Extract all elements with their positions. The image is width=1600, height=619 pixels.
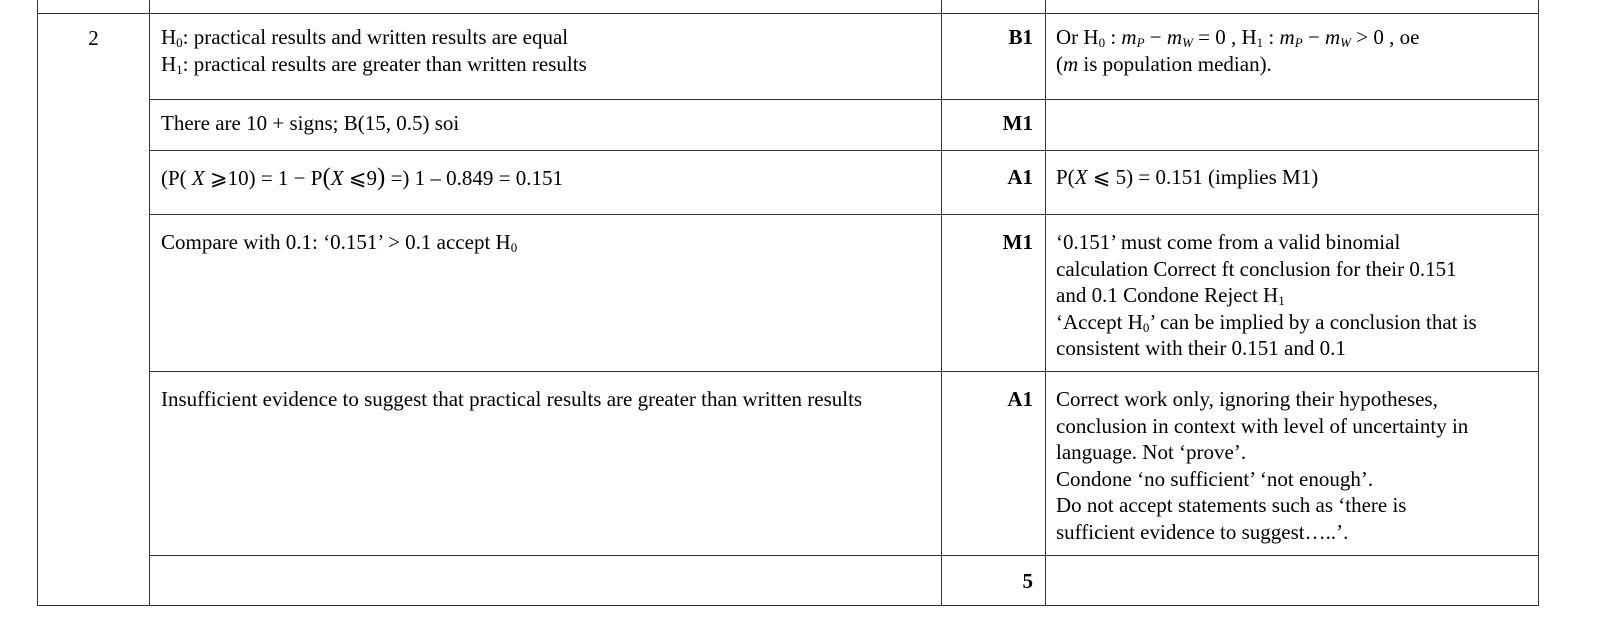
mark-cell: A1 bbox=[942, 372, 1046, 556]
answer-cell: Insufficient evidence to suggest that practical results are greater than written results bbox=[150, 372, 942, 556]
null-hypothesis: $H_0$: practical results and written results are equal bbox=[161, 25, 569, 50]
guidance-line: (m is population median). bbox=[1056, 51, 1272, 76]
table-row bbox=[38, 151, 1539, 215]
mark-cell: M1 bbox=[942, 100, 1046, 151]
guidance-line: ‘Accept $H_0$’ can be implied by a conclusion that is bbox=[1056, 309, 1477, 335]
mark-cell: M1 bbox=[942, 215, 1046, 372]
guidance-line: Do not accept statements such as ‘there is bbox=[1056, 493, 1407, 517]
question-number: 2 bbox=[88, 26, 99, 50]
table-row bbox=[38, 14, 1539, 100]
guidance-line: conclusion in context with level of uncertainty in bbox=[1056, 413, 1469, 438]
guidance-cell: P(X ⩽ 5) = 0.151 (implies M1) bbox=[1046, 151, 1539, 215]
table-row bbox=[38, 100, 1539, 151]
answer-cell bbox=[150, 556, 942, 606]
table-header-row-remnant bbox=[38, 0, 1539, 14]
guidance-line: Or $H_0$ : $m_P - m_W = 0$ , $H_1$ : $m_P - m_W > 0$ , oe bbox=[1056, 25, 1420, 50]
guidance-line: Correct work only, ignoring their hypotheses, bbox=[1056, 387, 1438, 411]
mark-cell: B1 bbox=[942, 14, 1046, 100]
guidance-cell bbox=[1046, 215, 1539, 372]
question-number-cell bbox=[38, 14, 150, 606]
guidance-line: language. Not ‘prove’. bbox=[1056, 440, 1247, 464]
guidance-line: and 0.1 Condone Reject $H_1$ bbox=[1056, 283, 1285, 308]
answer-cell bbox=[150, 14, 942, 100]
alternative-hypothesis: $H_1$: practical results are greater than written results bbox=[161, 51, 587, 77]
answer-cell: There are 10 + signs; B(15, 0.5) soi bbox=[150, 100, 942, 151]
guidance-cell bbox=[1046, 14, 1539, 100]
answer-cell: Compare with 0.1: ‘0.151’ > 0.1 accept $H_0$ bbox=[150, 215, 942, 372]
mark-cell: A1 bbox=[942, 151, 1046, 215]
total-row bbox=[38, 556, 1539, 606]
guidance-cell bbox=[1046, 372, 1539, 556]
guidance-line: consistent with their 0.151 and 0.1 bbox=[1056, 336, 1346, 360]
guidance-cell bbox=[1046, 556, 1539, 606]
guidance-cell bbox=[1046, 100, 1539, 151]
guidance-line: calculation Correct ft conclusion for their 0.151 bbox=[1056, 256, 1457, 281]
mark-scheme-table bbox=[37, 0, 1539, 606]
table-row bbox=[38, 372, 1539, 556]
answer-cell: (P( X ⩾10) = 1 − P(X ⩽9) =) 1 – 0.849 = 0.151 bbox=[150, 151, 942, 215]
guidance-line: ‘0.151’ must come from a valid binomial bbox=[1056, 230, 1401, 254]
total-mark: 5 bbox=[942, 556, 1046, 606]
guidance-line: sufficient evidence to suggest…..’. bbox=[1056, 519, 1349, 544]
table-row bbox=[38, 215, 1539, 372]
guidance-line: Condone ‘no sufficient’ ‘not enough’. bbox=[1056, 466, 1374, 491]
